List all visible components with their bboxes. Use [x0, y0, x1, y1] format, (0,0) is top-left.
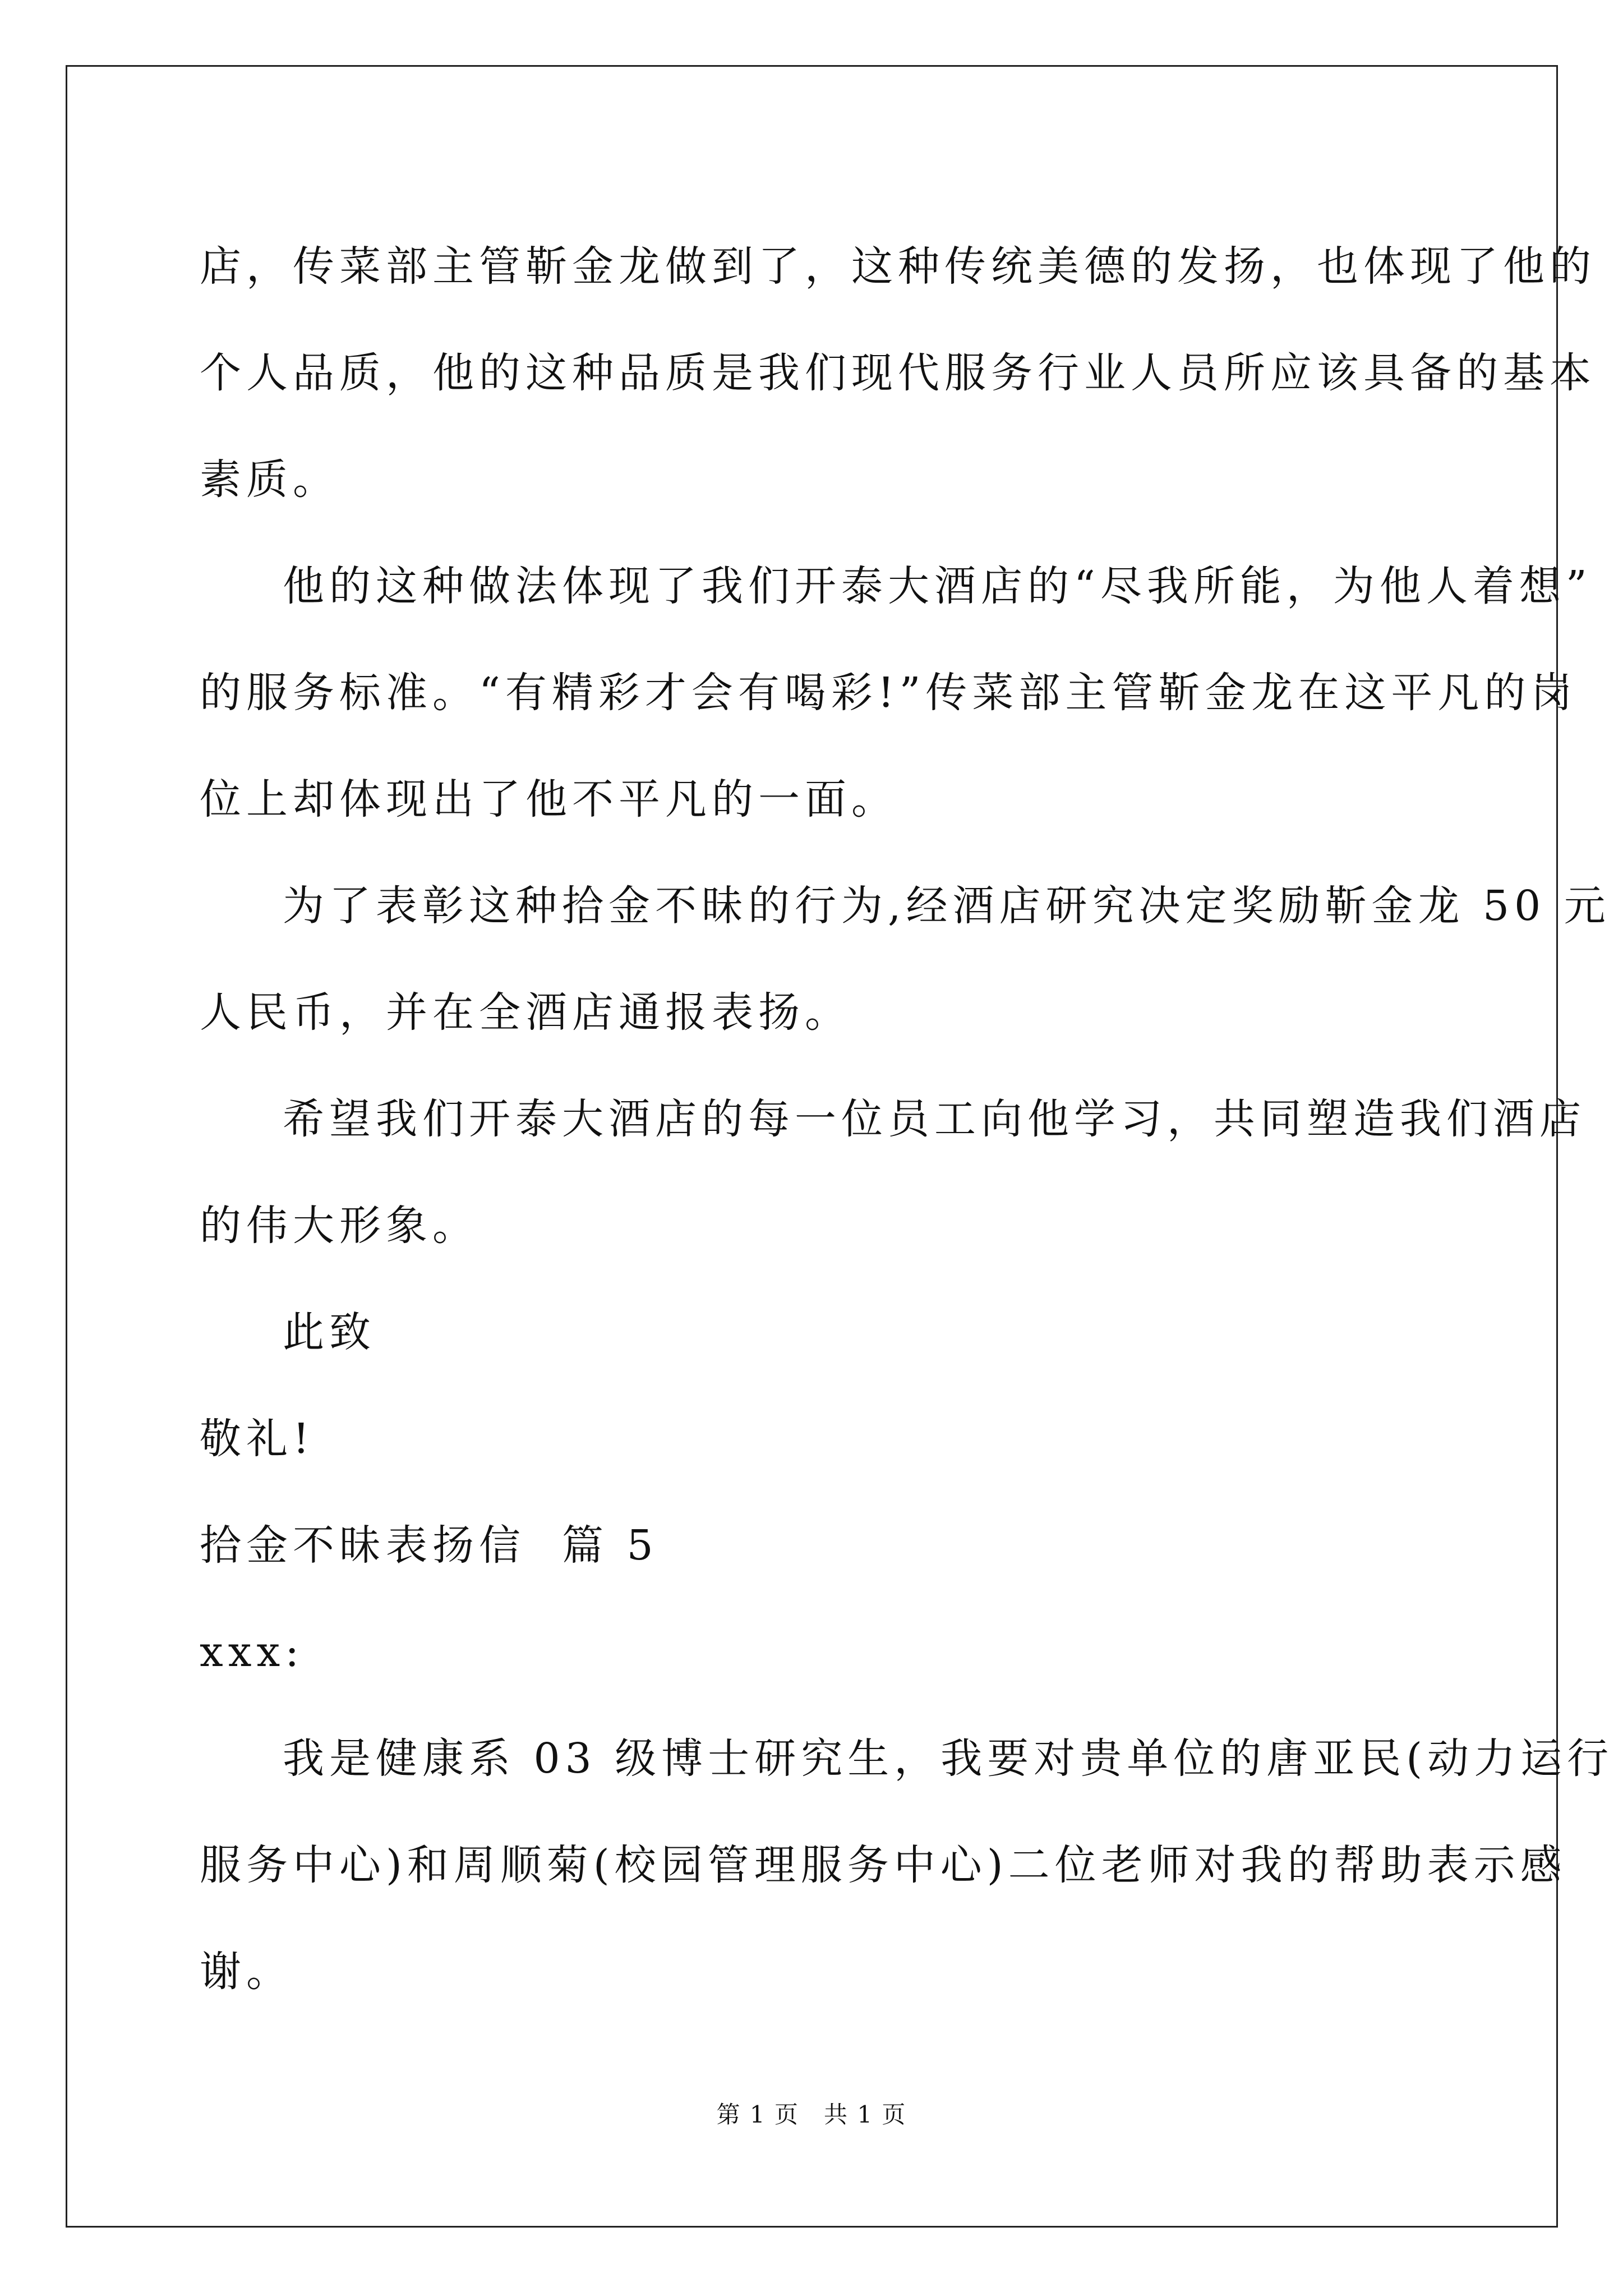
text-line: 素质。 [200, 455, 339, 504]
text-line: 人民币，并在全酒店通报表扬。 [200, 988, 851, 1037]
salutation-line: 敬礼! [200, 1415, 315, 1463]
text-line: 的伟大形象。 [200, 1202, 479, 1250]
section-heading: 拾金不昧表扬信 篇 5 [200, 1521, 658, 1570]
text-line: 个人品质，他的这种品质是我们现代服务行业人员所应该具备的基本 [200, 349, 1596, 397]
page-total: 共 1 页 [824, 2101, 907, 2128]
text-line: 的服务标准。“有精彩才会有喝彩!”传菜部主管靳金龙在这平凡的岗 [200, 669, 1578, 717]
text-line: 店，传菜部主管靳金龙做到了，这种传统美德的发扬，也体现了他的 [200, 242, 1596, 291]
text-line: 位上却体现出了他不平凡的一面。 [200, 775, 898, 823]
page-footer [0, 2098, 1623, 2132]
text-line: 为了表彰这种拾金不昧的行为,经酒店研究决定奖励靳金龙 50 元 [283, 882, 1611, 930]
recipient-line: xxx: [200, 1628, 305, 1676]
text-line: 服务中心)和周顺菊(校园管理服务中心)二位老师对我的帮助表示感 [200, 1841, 1567, 1889]
closing-line: 此致 [283, 1308, 376, 1356]
text-line: 希望我们开泰大酒店的每一位员工向他学习，共同塑造我们酒店 [283, 1095, 1586, 1143]
text-line: 谢。 [200, 1948, 293, 1996]
text-line: 我是健康系 03 级博士研究生，我要对贵单位的唐亚民(动力运行 [283, 1734, 1614, 1783]
text-line: 他的这种做法体现了我们开泰大酒店的“尽我所能，为他人着想” [283, 562, 1592, 610]
page-number: 第 1 页 [716, 2101, 799, 2128]
document-body [200, 213, 1614, 2025]
